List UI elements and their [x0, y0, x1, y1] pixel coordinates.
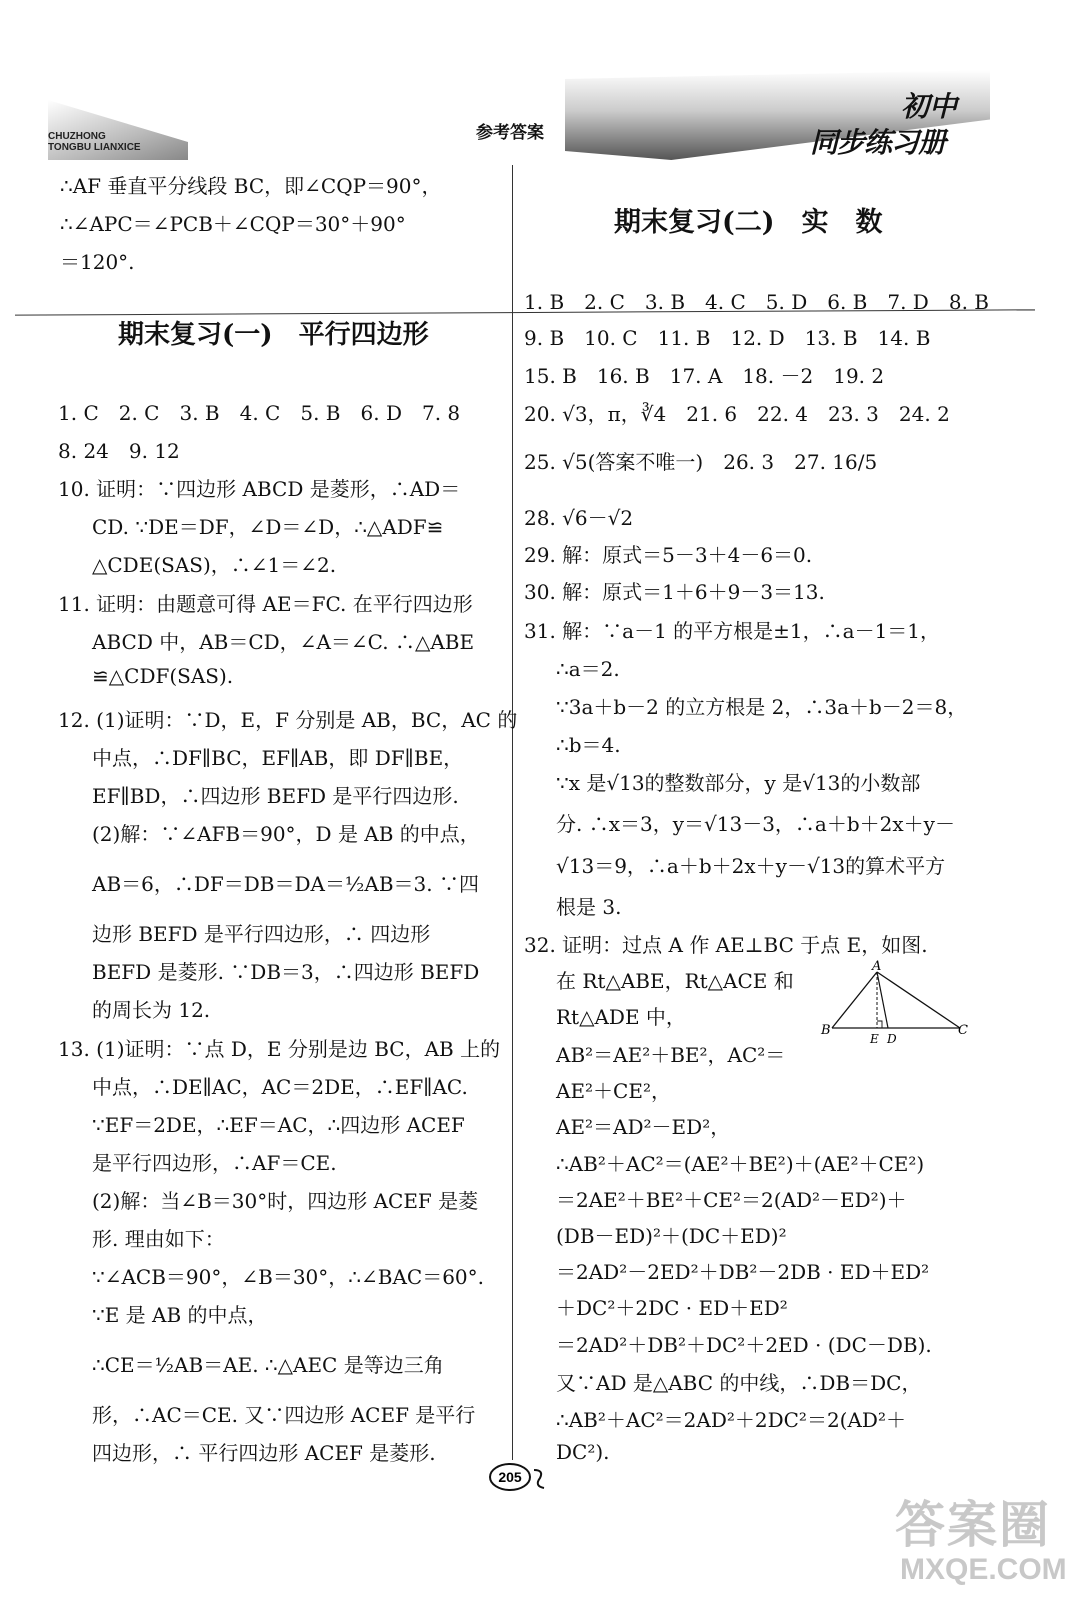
text-line: ∴∠APC＝∠PCB＋∠CQP＝30°＋90°: [60, 212, 406, 236]
answer-line: 又∵AD 是△ABC 的中线，∴DB＝DC，: [556, 1371, 922, 1395]
section-title-right: 期末复习(二) 实 数: [614, 207, 883, 238]
answer-line: ＝2AD²－2ED²＋DB²－2DB · ED＋ED²: [556, 1260, 930, 1284]
answer-line: (2)解：∵∠AFB＝90°，D 是 AB 的中点，: [92, 822, 480, 846]
answer-line: 形，∴AC＝CE. 又∵四边形 ACEF 是平行: [92, 1403, 476, 1427]
watermark-text: 答案圈: [895, 1497, 1051, 1553]
answer-line: ∵E 是 AB 的中点，: [92, 1303, 268, 1327]
answer-line: 25. √5(答案不唯一) 26. 3 27. 16/5: [524, 450, 878, 474]
answer-line: Rt△ADE 中，: [556, 1005, 686, 1029]
answer-line: DC²).: [556, 1440, 610, 1464]
answer-line: ＝2AD²＋DB²＋DC²＋2ED · (DC－DB).: [556, 1333, 932, 1357]
column-divider: [512, 165, 513, 1460]
answer-line: BEFD 是菱形. ∵DB＝3，∴四边形 BEFD: [92, 960, 480, 984]
right-angle-mark: [877, 1021, 882, 1028]
answer-line: AE²＝AD²－ED²，: [556, 1115, 731, 1139]
answer-line: 中点，∴DE∥AC，AC＝2DE，∴EF∥AC.: [92, 1075, 468, 1099]
header-pinyin-line2: TONGBU LIANXICE: [48, 142, 141, 153]
diagram-line-ac: [877, 972, 960, 1028]
answer-line: 9. B 10. C 11. B 12. D 13. B 14. B: [524, 326, 931, 350]
label-d: D: [887, 1032, 897, 1046]
page-number: 205: [498, 1469, 522, 1485]
label-e: E: [870, 1032, 879, 1046]
answer-line: ∴b＝4.: [556, 733, 621, 757]
answer-line: AB＝6，∴DF＝DB＝DA＝½AB＝3. ∵四: [92, 872, 479, 896]
answer-line: ＝2AE²＋BE²＋CE²＝2(AD²－ED²)＋: [556, 1188, 907, 1212]
answer-line: CD. ∵DE＝DF，∠D＝∠D，∴△ADF≌: [92, 515, 444, 539]
diagram-line-ad: [877, 972, 888, 1028]
answer-line: ∴AB²＋AC²＝(AE²＋BE²)＋(AE²＋CE²): [556, 1152, 925, 1176]
answer-line: (2)解：当∠B＝30°时，四边形 ACEF 是菱: [92, 1189, 479, 1213]
triangle-diagram: [820, 958, 970, 1048]
answer-line: ∵∠ACB＝90°，∠B＝30°，∴∠BAC＝60°.: [92, 1265, 485, 1289]
watermark-site: MXQE.COM: [900, 1553, 1067, 1586]
answer-line: ABCD 中，AB＝CD，∠A＝∠C. ∴△ABE: [92, 630, 475, 654]
answer-line: (DB－ED)²＋(DC＋ED)²: [556, 1224, 787, 1248]
answer-line: 30. 解：原式＝1＋6＋9－3＝13.: [524, 580, 825, 604]
answer-line: 形. 理由如下：: [92, 1227, 225, 1251]
answer-line: 中点，∴DF∥BC，EF∥AB，即 DF∥BE，: [92, 746, 464, 770]
logo-line1: 初中: [900, 91, 957, 122]
book-logo: [810, 85, 975, 160]
answer-line: 四边形，∴ 平行四边形 ACEF 是菱形.: [92, 1441, 436, 1465]
page-number-badge: [488, 1462, 560, 1492]
answer-line: ∵x 是√13的整数部分，y 是√13的小数部: [556, 771, 921, 795]
answer-line: ∴AB²＋AC²＝2AD²＋2DC²＝2(AD²＋: [556, 1408, 906, 1432]
answer-line: 15. B 16. B 17. A 18. －2 19. 2: [524, 364, 885, 388]
answer-line: 的周长为 12.: [92, 998, 211, 1022]
answer-line: √13＝9，∴a＋b＋2x＋y－√13的算术平方: [556, 854, 946, 878]
text-line: ∴AF 垂直平分线段 BC，即∠CQP＝90°，: [60, 174, 442, 198]
answer-line: ≌△CDF(SAS).: [92, 664, 234, 688]
answer-line: 11. 证明：由题意可得 AE＝FC. 在平行四边形: [58, 592, 473, 616]
label-b: B: [821, 1023, 831, 1038]
answer-line: 28. √6－√2: [524, 506, 634, 530]
answer-line: 13. (1)证明：∵点 D，E 分别是边 BC，AB 上的: [58, 1037, 501, 1061]
answer-line: △CDE(SAS)，∴∠1＝∠2.: [92, 553, 337, 577]
answer-line: 1. B 2. C 3. B 4. C 5. D 6. B 7. D 8. B: [524, 290, 989, 314]
answer-line: AE²＋CE²，: [556, 1079, 671, 1103]
page-swirl-icon: [534, 1470, 544, 1488]
answer-line: 分. ∴x＝3，y＝√13－3，∴a＋b＋2x＋y－: [556, 812, 955, 836]
answer-line: 29. 解：原式＝5－3＋4－6＝0.: [524, 543, 813, 567]
diagram-line-ab: [832, 972, 877, 1028]
answer-line: 1. C 2. C 3. B 4. C 5. B 6. D 7. 8: [58, 401, 461, 425]
answer-line: 在 Rt△ABE，Rt△ACE 和: [556, 969, 794, 993]
answer-line: EF∥BD，∴四边形 BEFD 是平行四边形.: [92, 784, 459, 808]
answer-line: ∵3a＋b－2 的立方根是 2，∴3a＋b－2＝8，: [556, 695, 968, 719]
answer-line: 根是 3.: [556, 895, 622, 919]
answer-line: 8. 24 9. 12: [58, 439, 180, 463]
answer-line: 32. 证明：过点 A 作 AE⊥BC 于点 E，如图.: [524, 933, 928, 957]
answer-line: 20. √3，π，∛4 21. 6 22. 4 23. 3 24. 2: [524, 402, 950, 426]
answer-line: 12. (1)证明：∵D，E，F 分别是 AB，BC，AC 的: [58, 708, 518, 732]
answer-line: ＋DC²＋2DC · ED＋ED²: [556, 1296, 788, 1320]
answer-line: 10. 证明：∵四边形 ABCD 是菱形，∴AD＝: [58, 477, 461, 501]
label-c: C: [958, 1023, 968, 1038]
page-title: 参考答案: [476, 123, 544, 143]
logo-line2: 同步练习册: [810, 127, 946, 158]
answer-line: ∵EF＝2DE，∴EF＝AC，∴四边形 ACEF: [92, 1113, 465, 1137]
text-line: ＝120°.: [60, 250, 135, 274]
answer-line: ∴a＝2.: [556, 657, 620, 681]
answer-line: AB²＝AE²＋BE²，AC²＝: [556, 1043, 786, 1067]
answer-line: 边形 BEFD 是平行四边形，∴ 四边形: [92, 922, 431, 946]
section-title-left: 期末复习(一) 平行四边形: [118, 320, 429, 350]
label-a: A: [872, 959, 882, 974]
answer-line: 是平行四边形，∴AF＝CE.: [92, 1151, 337, 1175]
header-pinyin-line1: CHUZHONG: [48, 131, 106, 142]
watermark: [890, 1485, 1065, 1595]
answer-line: 31. 解：∵a－1 的平方根是±1，∴a－1＝1，: [524, 619, 941, 643]
answer-line: ∴CE＝½AB＝AE. ∴△AEC 是等边三角: [92, 1353, 444, 1377]
header-pinyin: [48, 131, 141, 153]
